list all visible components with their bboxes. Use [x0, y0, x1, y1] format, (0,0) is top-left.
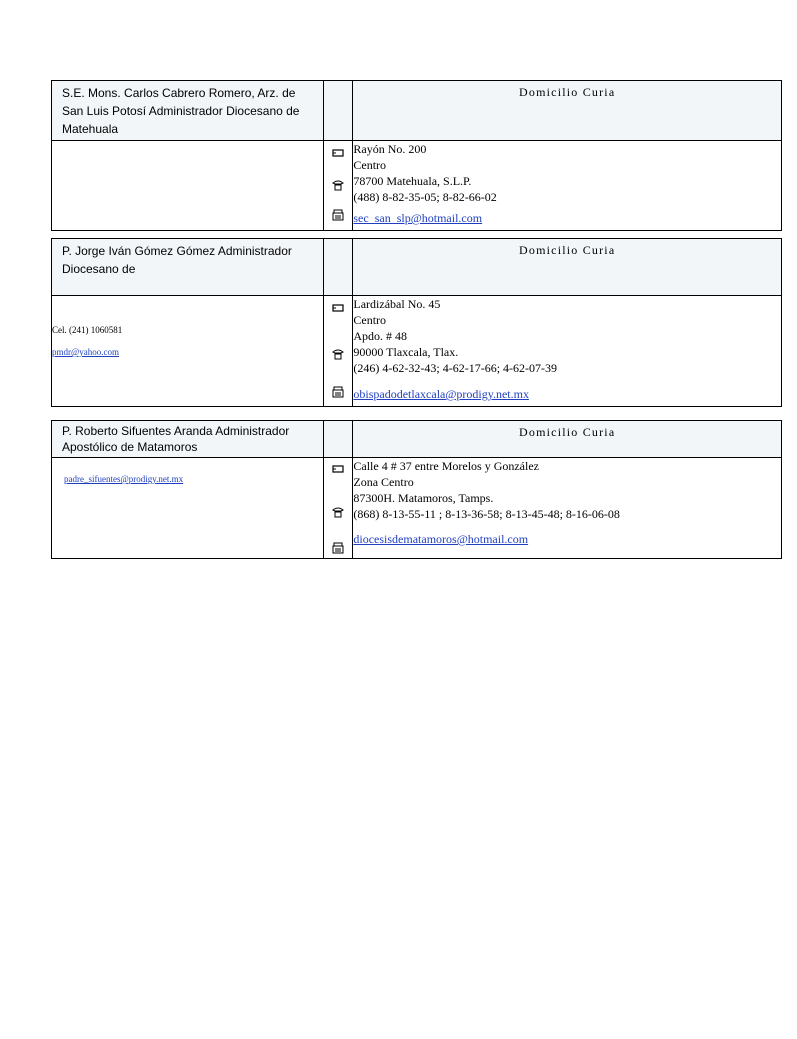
- entry-2-left-cell: [52, 296, 324, 407]
- entry-1-address: [353, 141, 782, 231]
- entry-1-icons-cell: [324, 141, 353, 231]
- entry-3-heading-cell: [353, 421, 782, 458]
- fax-icon: [332, 386, 344, 398]
- address-line: 87300H. Matamoros, Tamps.: [353, 491, 494, 505]
- address-line: (246) 4-62-32-43; 4-62-17-66; 4-62-07-39: [353, 361, 558, 375]
- address-line: Calle 4 # 37 entre Morelos y González: [353, 459, 539, 473]
- entry-3-heading: Domicilio Curia: [519, 425, 616, 439]
- entry-2-header-spacer: [324, 239, 353, 296]
- mailbox-icon: [332, 463, 344, 475]
- entry-2: [51, 238, 782, 407]
- entry-1-name-cell: [52, 81, 324, 141]
- entry-2-email-link[interactable]: obispadodetlaxcala@prodigy.net.mx: [353, 387, 529, 401]
- mailbox-icon: [332, 302, 344, 314]
- phone-icon: [332, 179, 344, 191]
- fax-icon: [332, 542, 344, 554]
- entry-1-heading-cell: [353, 81, 782, 141]
- address-line: 78700 Matehuala, S.L.P.: [353, 174, 472, 188]
- entry-2-name: P. Jorge Iván Gómez Gómez Administrador Diocesano de: [62, 244, 292, 276]
- phone-icon: [332, 506, 344, 518]
- entry-2-heading: Domicilio Curia: [519, 243, 616, 257]
- entry-1-header-spacer: [324, 81, 353, 141]
- entry-2-heading-cell: [353, 239, 782, 296]
- entry-2-personal-email-link[interactable]: pmdr@yahoo.com: [52, 347, 120, 357]
- entry-1-name: S.E. Mons. Carlos Cabrero Romero, Arz. de San Luis Potosí Administrador Diocesano de Matehuala: [62, 86, 300, 136]
- address-line: Zona Centro: [353, 475, 414, 489]
- entry-1-heading: Domicilio Curia: [519, 85, 616, 99]
- entry-2-name-cell: [52, 239, 324, 296]
- address-line: Rayón No. 200: [353, 142, 427, 156]
- entry-3-header-spacer: [324, 421, 353, 458]
- entry-3-left-cell: [52, 458, 324, 559]
- entry-1: [51, 80, 782, 231]
- entry-2-icons-cell: [324, 296, 353, 407]
- entry-3-name: P. Roberto Sifuentes Aranda Administrador Apostólico de Matamoros: [62, 424, 290, 454]
- entry-3-personal-email-link[interactable]: padre_sifuentes@prodigy.net.mx: [64, 474, 184, 484]
- entry-1-left-cell: [52, 141, 324, 231]
- entry-1-email-link[interactable]: sec_san_slp@hotmail.com: [353, 211, 483, 225]
- address-line: Apdo. # 48: [353, 329, 408, 343]
- address-line: (488) 8-82-35-05; 8-82-66-02: [353, 190, 497, 204]
- entry-2-cel: Cel. (241) 1060581: [52, 325, 123, 335]
- entry-3-name-cell: [52, 421, 324, 458]
- entry-3-icons-cell: [324, 458, 353, 559]
- entry-3-address: [353, 458, 782, 559]
- fax-icon: [332, 209, 344, 221]
- address-line: (868) 8-13-55-11 ; 8-13-36-58; 8-13-45-48; 8-16-06-08: [353, 507, 620, 521]
- address-line: Centro: [353, 158, 387, 172]
- entry-2-address: [353, 296, 782, 407]
- address-line: 90000 Tlaxcala, Tlax.: [353, 345, 459, 359]
- phone-icon: [332, 348, 344, 360]
- address-line: Centro: [353, 313, 387, 327]
- mailbox-icon: [332, 147, 344, 159]
- address-line: Lardizábal No. 45: [353, 297, 441, 311]
- entry-3: [51, 420, 782, 559]
- entry-3-email-link[interactable]: diocesisdematamoros@hotmail.com: [353, 532, 529, 546]
